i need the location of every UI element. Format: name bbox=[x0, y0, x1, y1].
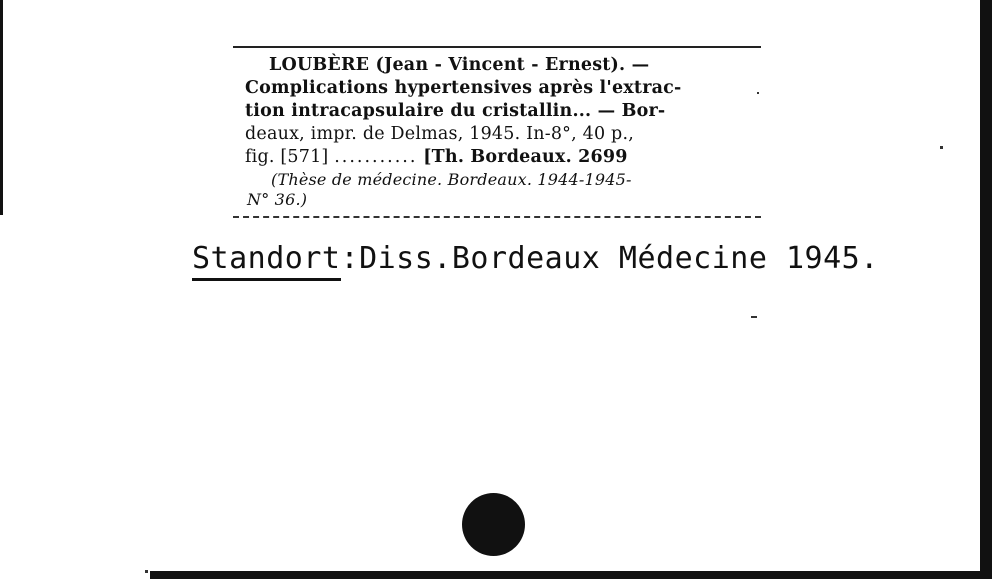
punch-hole bbox=[462, 493, 525, 556]
thesis-note-line-1: (Thèse de médecine. Bordeaux. 1944-1945- bbox=[271, 170, 632, 189]
slip-text bbox=[245, 54, 755, 210]
location-label: Standort bbox=[192, 241, 341, 281]
thesis-note-line-2: N° 36.) bbox=[247, 190, 308, 209]
catalogue-slip bbox=[233, 46, 761, 218]
location-value: Diss.Bordeaux Médecine 1945. bbox=[359, 241, 879, 276]
author-line: LOUBÈRE (Jean - Vincent - Ernest). — bbox=[269, 55, 650, 75]
collation-dots: ........... bbox=[334, 147, 418, 167]
slip-bottom-rule bbox=[233, 216, 761, 218]
collation-fig: fig. [571] bbox=[245, 147, 329, 167]
speck bbox=[757, 92, 759, 94]
thesis-number: [Th. Bordeaux. 2699 bbox=[423, 147, 628, 167]
slip-top-rule bbox=[233, 46, 761, 48]
collation-line bbox=[245, 146, 755, 169]
scan-edge-left bbox=[0, 0, 3, 215]
location-line bbox=[192, 239, 879, 279]
scan-edge-right bbox=[980, 0, 992, 579]
location-separator: : bbox=[340, 241, 360, 276]
speck bbox=[145, 570, 148, 573]
title-line-1: Complications hypertensives après l'extrac- bbox=[245, 78, 682, 98]
speck bbox=[940, 146, 943, 149]
speck bbox=[751, 316, 757, 318]
scan-edge-bottom bbox=[150, 571, 992, 579]
title-line-2: tion intracapsulaire du cristallin... — Bor- bbox=[245, 101, 666, 121]
imprint-line: deaux, impr. de Delmas, 1945. In-8°, 40 p., bbox=[245, 124, 634, 144]
